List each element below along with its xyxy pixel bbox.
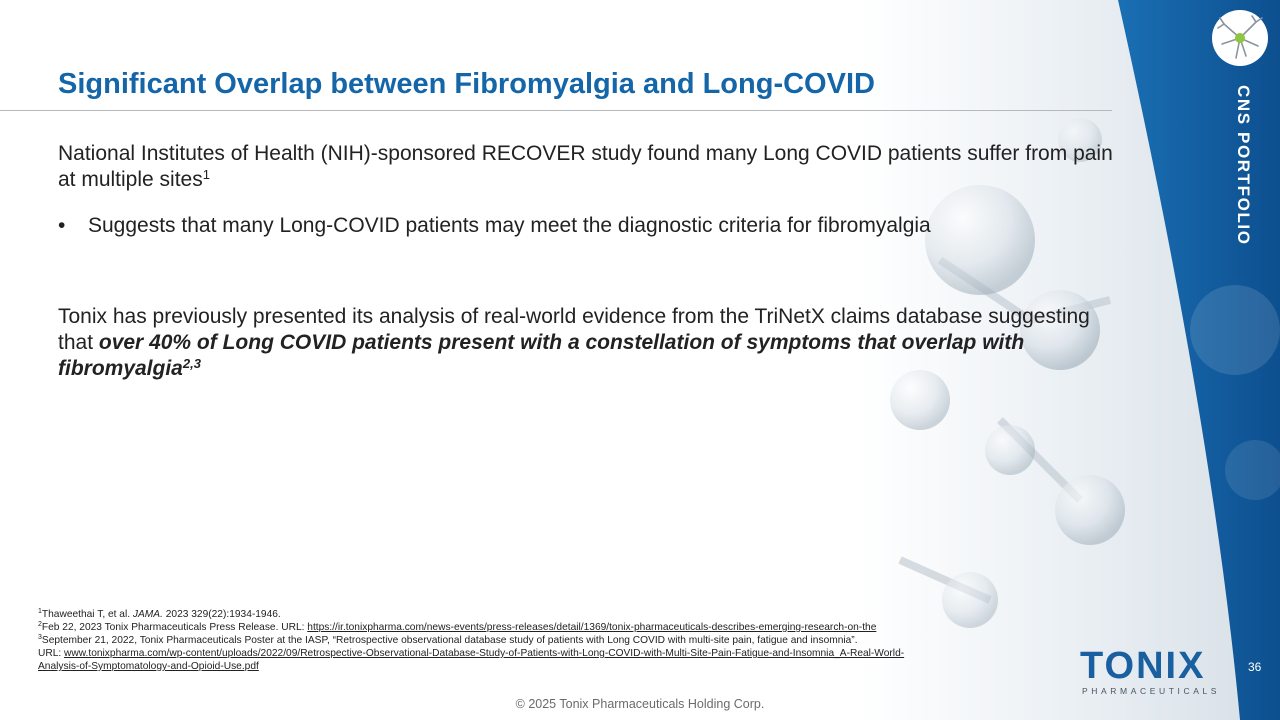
- bullet-marker: •: [58, 214, 66, 237]
- recover-study-text: National Institutes of Health (NIH)-sponsored RECOVER study found many Long COVID patients suffer from pain at multiple sites: [58, 142, 1113, 191]
- footnote-ref-2-3: 2,3: [182, 356, 201, 371]
- tonix-logo: [1080, 645, 1221, 696]
- reference-1: [38, 608, 1078, 621]
- slide-title: Significant Overlap between Fibromyalgia and Long-COVID: [58, 68, 875, 100]
- footnote-ref-1: 1: [202, 167, 210, 182]
- reference-3-url-label: URL:: [38, 648, 65, 659]
- cns-portfolio-label: CNS PORTFOLIO: [1234, 85, 1253, 246]
- reference-1-number: 1: [38, 608, 42, 615]
- reference-3: [38, 634, 1078, 647]
- tonix-logo-word: TONIX: [1080, 645, 1206, 687]
- reference-3-url-cont: [38, 660, 1078, 673]
- bullet-text: Suggests that many Long-COVID patients may meet the diagnostic criteria for fibromyalgia: [88, 214, 931, 237]
- reference-3-text: September 21, 2022, Tonix Pharmaceuticals Poster at the IASP, “Retrospective observational database study of patients with Long COVID with multi-site pain, fatigue and insomnia”.: [41, 635, 858, 646]
- trinetx-emphasis: over 40% of Long COVID patients present with a constellation of symptoms that overlap with fibromyalgia: [58, 331, 1025, 380]
- reference-3-link[interactable]: www.tonixpharma.com/wp-content/uploads/2022/09/Retrospective-Observational-Database-Study-of-Patients-with-Long-COVID-with-Multi-Site-Pain-Fatigue-and-Insomnia_A-Real-World-: [64, 648, 905, 659]
- trinetx-paragraph: [58, 304, 1118, 382]
- reference-1-citation: 2023 329(22):1934-1946.: [162, 609, 281, 620]
- reference-2-number: 2: [38, 621, 42, 628]
- trinetx-text: Tonix has previously presented its analysis of real-world evidence from the TriNetX claims database suggesting that: [58, 305, 1090, 354]
- reference-2-text: Feb 22, 2023 Tonix Pharmaceuticals Press Release. URL:: [41, 622, 308, 633]
- reference-1-journal: JAMA.: [132, 609, 163, 620]
- tonix-logo-subtitle: PHARMACEUTICALS: [1082, 686, 1221, 696]
- reference-2: [38, 621, 1078, 634]
- bullet-item: [58, 213, 1118, 239]
- neuron-logo-icon: [1212, 10, 1268, 66]
- reference-2-link[interactable]: https://ir.tonixpharma.com/news-events/press-releases/detail/1369/tonix-pharmaceuticals-describes-emerging-research-on-the: [307, 622, 877, 633]
- reference-1-author: Thaweethai T, et al.: [41, 609, 133, 620]
- reference-3-link-cont[interactable]: Analysis-of-Symptomatology-and-Opioid-Use.pdf: [38, 661, 259, 672]
- title-divider: [0, 110, 1112, 111]
- references: [38, 608, 1078, 673]
- recover-study-paragraph: [58, 141, 1118, 193]
- copyright-footer: © 2025 Tonix Pharmaceuticals Holding Corp.: [515, 697, 765, 711]
- reference-3-number: 3: [38, 634, 42, 641]
- reference-3-url: [38, 647, 1078, 660]
- page-number: 36: [1248, 660, 1262, 674]
